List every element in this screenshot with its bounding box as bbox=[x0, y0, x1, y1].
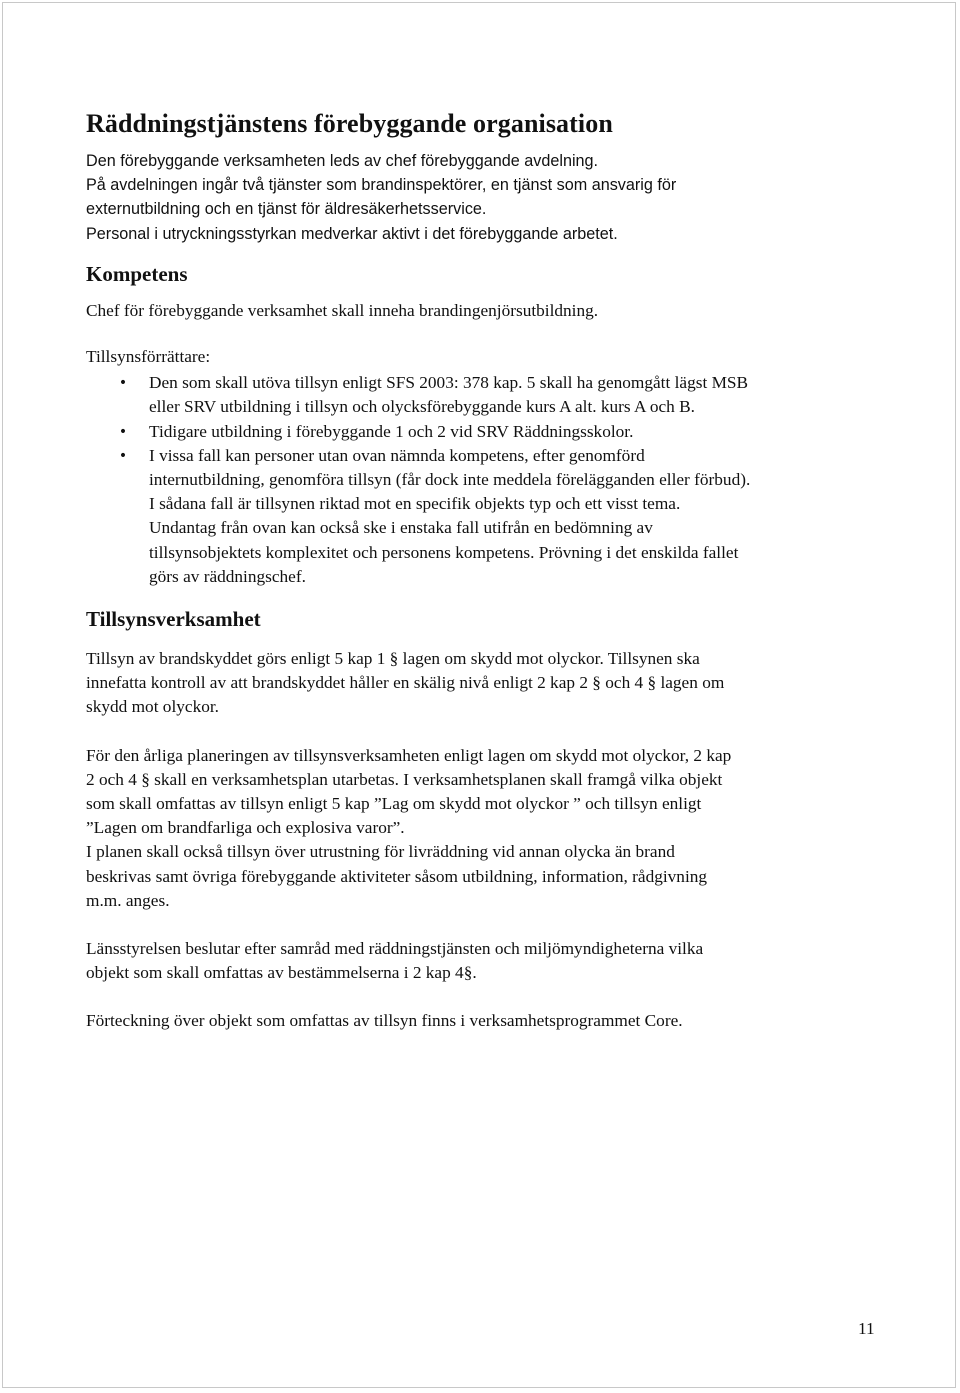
bullet-line: görs av räddningschef. bbox=[149, 566, 306, 586]
intro-line-4: Personal i utryckningsstyrkan medverkar aktivt i det förebyggande arbetet. bbox=[86, 224, 618, 243]
intro-line-2: På avdelningen ingår två tjänster som brandinspektörer, en tjänst som ansvarig för bbox=[86, 176, 677, 195]
paragraph-line: m.m. anges. bbox=[86, 890, 170, 910]
bullet-line: I sådana fall är tillsynen riktad mot en specifik objekts typ och ett visst tema. bbox=[149, 494, 681, 514]
paragraph-line: ”Lagen om brandfarliga och explosiva varor”. bbox=[86, 818, 405, 838]
tillsynsverksamhet-heading: Tillsynsverksamhet bbox=[86, 607, 261, 632]
intro-line-3: externutbildning och en tjänst för äldresäkerhetsservice. bbox=[86, 200, 487, 219]
paragraph-line: Länsstyrelsen beslutar efter samråd med räddningstjänsten och miljömyndigheterna vilka bbox=[86, 939, 704, 959]
bullet-line: Tidigare utbildning i förebyggande 1 och 2 vid SRV Räddningsskolor. bbox=[149, 421, 634, 441]
paragraph-line: objekt som skall omfattas av bestämmelserna i 2 kap 4§. bbox=[86, 963, 477, 983]
paragraph-livraddning bbox=[86, 840, 886, 913]
paragraph-tillsyn-brandskydd bbox=[86, 647, 886, 720]
main-heading: Räddningstjänstens förebyggande organisation bbox=[86, 109, 613, 138]
paragraph-line: I planen skall också tillsyn över utrustning för livräddning vid annan olycka än brand bbox=[86, 842, 675, 862]
bullet-icon: • bbox=[118, 447, 128, 464]
bullet-line: Undantag från ovan kan också ske i enstaka fall utifrån en bedömning av bbox=[149, 518, 653, 538]
paragraph-lansstyrelsen bbox=[86, 937, 886, 985]
bullet-line: eller SRV utbildning i tillsyn och olycksförebyggande kurs A alt. kurs A och B. bbox=[149, 397, 695, 417]
bullet-item bbox=[86, 371, 886, 419]
paragraph-line: som skall omfattas av tillsyn enligt 5 kap ”Lag om skydd mot olyckor ” och tillsyn enligt bbox=[86, 794, 702, 814]
paragraph-line: För den årliga planeringen av tillsynsverksamheten enligt lagen om skydd mot olyckor, 2 kap bbox=[86, 745, 732, 765]
intro-line-1: Den förebyggande verksamheten leds av chef förebyggande avdelning. bbox=[86, 152, 599, 170]
paragraph-line: 2 och 4 § skall en verksamhetsplan utarbetas. I verksamhetsplanen skall framgå vilka objekt bbox=[86, 769, 723, 789]
paragraph-line: skydd mot olyckor. bbox=[86, 697, 219, 717]
paragraph-line: beskrivas samt övriga förebyggande aktiviteter såsom utbildning, information, rådgivning bbox=[86, 866, 708, 886]
kompetens-heading: Kompetens bbox=[86, 261, 188, 286]
bullet-line: Den som skall utöva tillsyn enligt SFS 2003: 378 kap. 5 skall ha genomgått lägst MSB bbox=[149, 373, 749, 393]
bullet-item bbox=[86, 420, 886, 444]
intro-paragraph bbox=[86, 149, 886, 246]
bullet-icon: • bbox=[118, 375, 128, 392]
bullet-line: I vissa fall kan personer utan ovan nämnda kompetens, efter genomförd bbox=[149, 445, 645, 465]
paragraph-arlig-planering bbox=[86, 744, 886, 841]
paragraph-line: Tillsyn av brandskyddet görs enligt 5 kap 1 § lagen om skydd mot olyckor. Tillsynen ska bbox=[86, 649, 700, 669]
bullet-icon: • bbox=[118, 423, 128, 440]
kompetens-text: Chef för förebyggande verksamhet skall inneha brandingenjörsutbildning. bbox=[86, 300, 599, 320]
page-content bbox=[86, 107, 886, 1034]
bullet-line: internutbildning, genomföra tillsyn (får dock inte meddela förelägganden eller förbud). bbox=[149, 470, 751, 490]
tillsyn-label: Tillsynsförrättare: bbox=[86, 347, 211, 367]
bullet-line: tillsynsobjektets komplexitet och personens kompetens. Prövning i det enskilda fallet bbox=[149, 542, 739, 562]
page-number: 11 bbox=[858, 1319, 875, 1338]
document-page bbox=[2, 2, 956, 1388]
bullet-item bbox=[86, 444, 886, 589]
paragraph-forteckning: Förteckning över objekt som omfattas av tillsyn finns i verksamhetsprogrammet Core. bbox=[86, 1011, 683, 1031]
paragraph-line: innefatta kontroll av att brandskyddet håller en skälig nivå enligt 2 kap 2 § och 4 § lagen om bbox=[86, 673, 725, 693]
tillsyn-bullet-list bbox=[86, 371, 886, 589]
